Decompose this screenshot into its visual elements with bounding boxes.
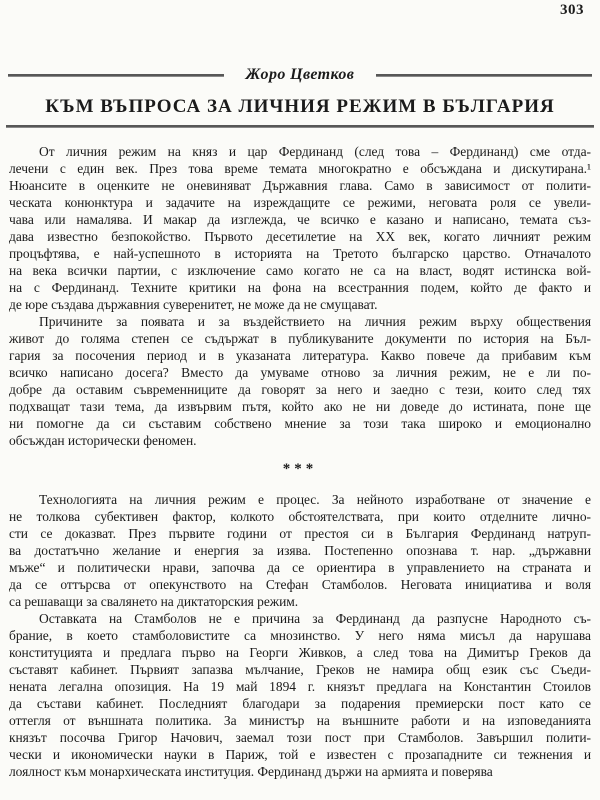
text-line: ва достатъчно желание и енергия за изява. Постепенно опознава т. нар. „държавни <box>9 543 591 558</box>
paragraph <box>9 143 591 313</box>
text-line: Технологията на личния режим е процес. За нейното изработване от значение е <box>39 492 591 507</box>
text-line: да се оттърсва от опекунството на Стефан Стамболов. Неговата инициатива и воля <box>9 577 591 592</box>
author-rule-right <box>376 74 592 77</box>
text-line: на с Фердинанд. Техните критики на фона на всестранния подем, който де факто и <box>9 280 591 295</box>
text-line: на века всички партии, с изключение само когато не са на власт, водят истинска вой- <box>9 263 591 278</box>
author-rule-left <box>8 74 224 77</box>
text-line: ни помогне да си съставим собствено мнение за този така широко и емоционално <box>9 416 591 431</box>
text-line: са решаващи за свалянето на диктаторския режим. <box>9 594 299 609</box>
text-line: обсъждан исторически феномен. <box>9 433 197 448</box>
text-line: живот до голяма степен се съдържат в публикуваните документи по история на Бъл- <box>9 331 591 346</box>
text-line: чески и икономически науки в Париж, той е известен с прозападните си тежнения и <box>9 747 591 762</box>
text-line: не толкова субективен фактор, колкото обстоятелствата, при които отделните лично- <box>9 509 591 524</box>
text-line: сти се доказват. През първите години от престоя си в България Фердинанд натруп- <box>9 526 591 541</box>
text-line: нената легална опозиция. На 19 май 1894 г. князът предлага на Константин Стоилов <box>9 679 591 694</box>
text-line: съставят кабинет. Първият запазва мълчание, Греков не намира общ език със Съеди- <box>9 662 591 677</box>
section-separator: *** <box>282 461 318 477</box>
text-line: гария за посочения период и в указаната литература. Какво повече да прибавим към <box>9 348 591 363</box>
text-line: лечени с един век. През това време темата многократно е обсъждана и дискутирана.¹ <box>9 161 591 176</box>
text-line: Нюансите в оценките не оневиняват Държавния глава. Само в зависимост от полити- <box>9 178 591 193</box>
author-name: Жоро Цветков <box>245 66 355 83</box>
text-line: оттегля от външната политика. За министър на външните работи и на изповеданията <box>9 713 591 728</box>
text-line: да състави кабинет. Последният благодари за подарения премиерски пост като се <box>9 696 591 711</box>
title-rule <box>6 125 594 128</box>
text-line: дава известно безпокойство. Първото десетилетие на ХХ век, когато личният режим <box>9 229 591 244</box>
text-line: конституцията и предлага първо на Георги Живков, а след това на Димитър Греков да <box>9 645 591 660</box>
text-line: всичко написано досега? Вместо да умуваме отново за личния режим, не е ли по- <box>9 365 591 380</box>
text-line: От личния режим на княз и цар Фердинанд (след това – Фердинанд) сме отда- <box>39 144 591 159</box>
text-line: брание, в което стамболовистите са мнозинство. У него няма мисъл да нарушава <box>9 628 591 643</box>
text-line: Оставката на Стамболов не е причина за Фердинанд да разпусне Народното съ- <box>39 611 591 626</box>
author-row <box>8 66 592 84</box>
paragraph <box>9 491 591 610</box>
paragraph <box>9 313 591 449</box>
text-line: ческата конюнктура и задачите на изреждащите се режими, неговата роля се увели- <box>9 195 591 210</box>
text-line: мъже“ и политически нрави, започва да се ориентира в управлението на страната и <box>9 560 591 575</box>
text-line: де юре създава държавния суверенитет, не може да не смущават. <box>9 297 378 312</box>
text-line: князът посочва Григор Начович, заемал този пост при Стамболов. Завършил полити- <box>9 730 591 745</box>
text-line: лоялност към монархическата институция. Фердинанд държи на армията и поверява <box>9 764 493 779</box>
text-line: подхващат тази тема, да извървим пътя, който ако не ни доведе до истината, поне ще <box>9 399 591 414</box>
text-line: добре да оставим съвременниците да говорят за него и заедно с тези, които след тях <box>9 382 591 397</box>
paragraph <box>9 610 591 780</box>
article-title: КЪМ ВЪПРОСА ЗА ЛИЧНИЯ РЕЖИМ В БЪЛГАРИЯ <box>45 96 555 117</box>
page-number: 303 <box>560 2 584 18</box>
text-line: процъфтява, е най-успешното в историята на Третото българско царство. Отначалото <box>9 246 591 261</box>
text-line: чава или намалява. И макар да изглежда, че всичко е казано и написано, темата съз- <box>9 212 591 227</box>
text-line: Причините за появата и за въздействието на личния режим върху обществения <box>39 314 591 329</box>
article-body <box>9 143 591 780</box>
